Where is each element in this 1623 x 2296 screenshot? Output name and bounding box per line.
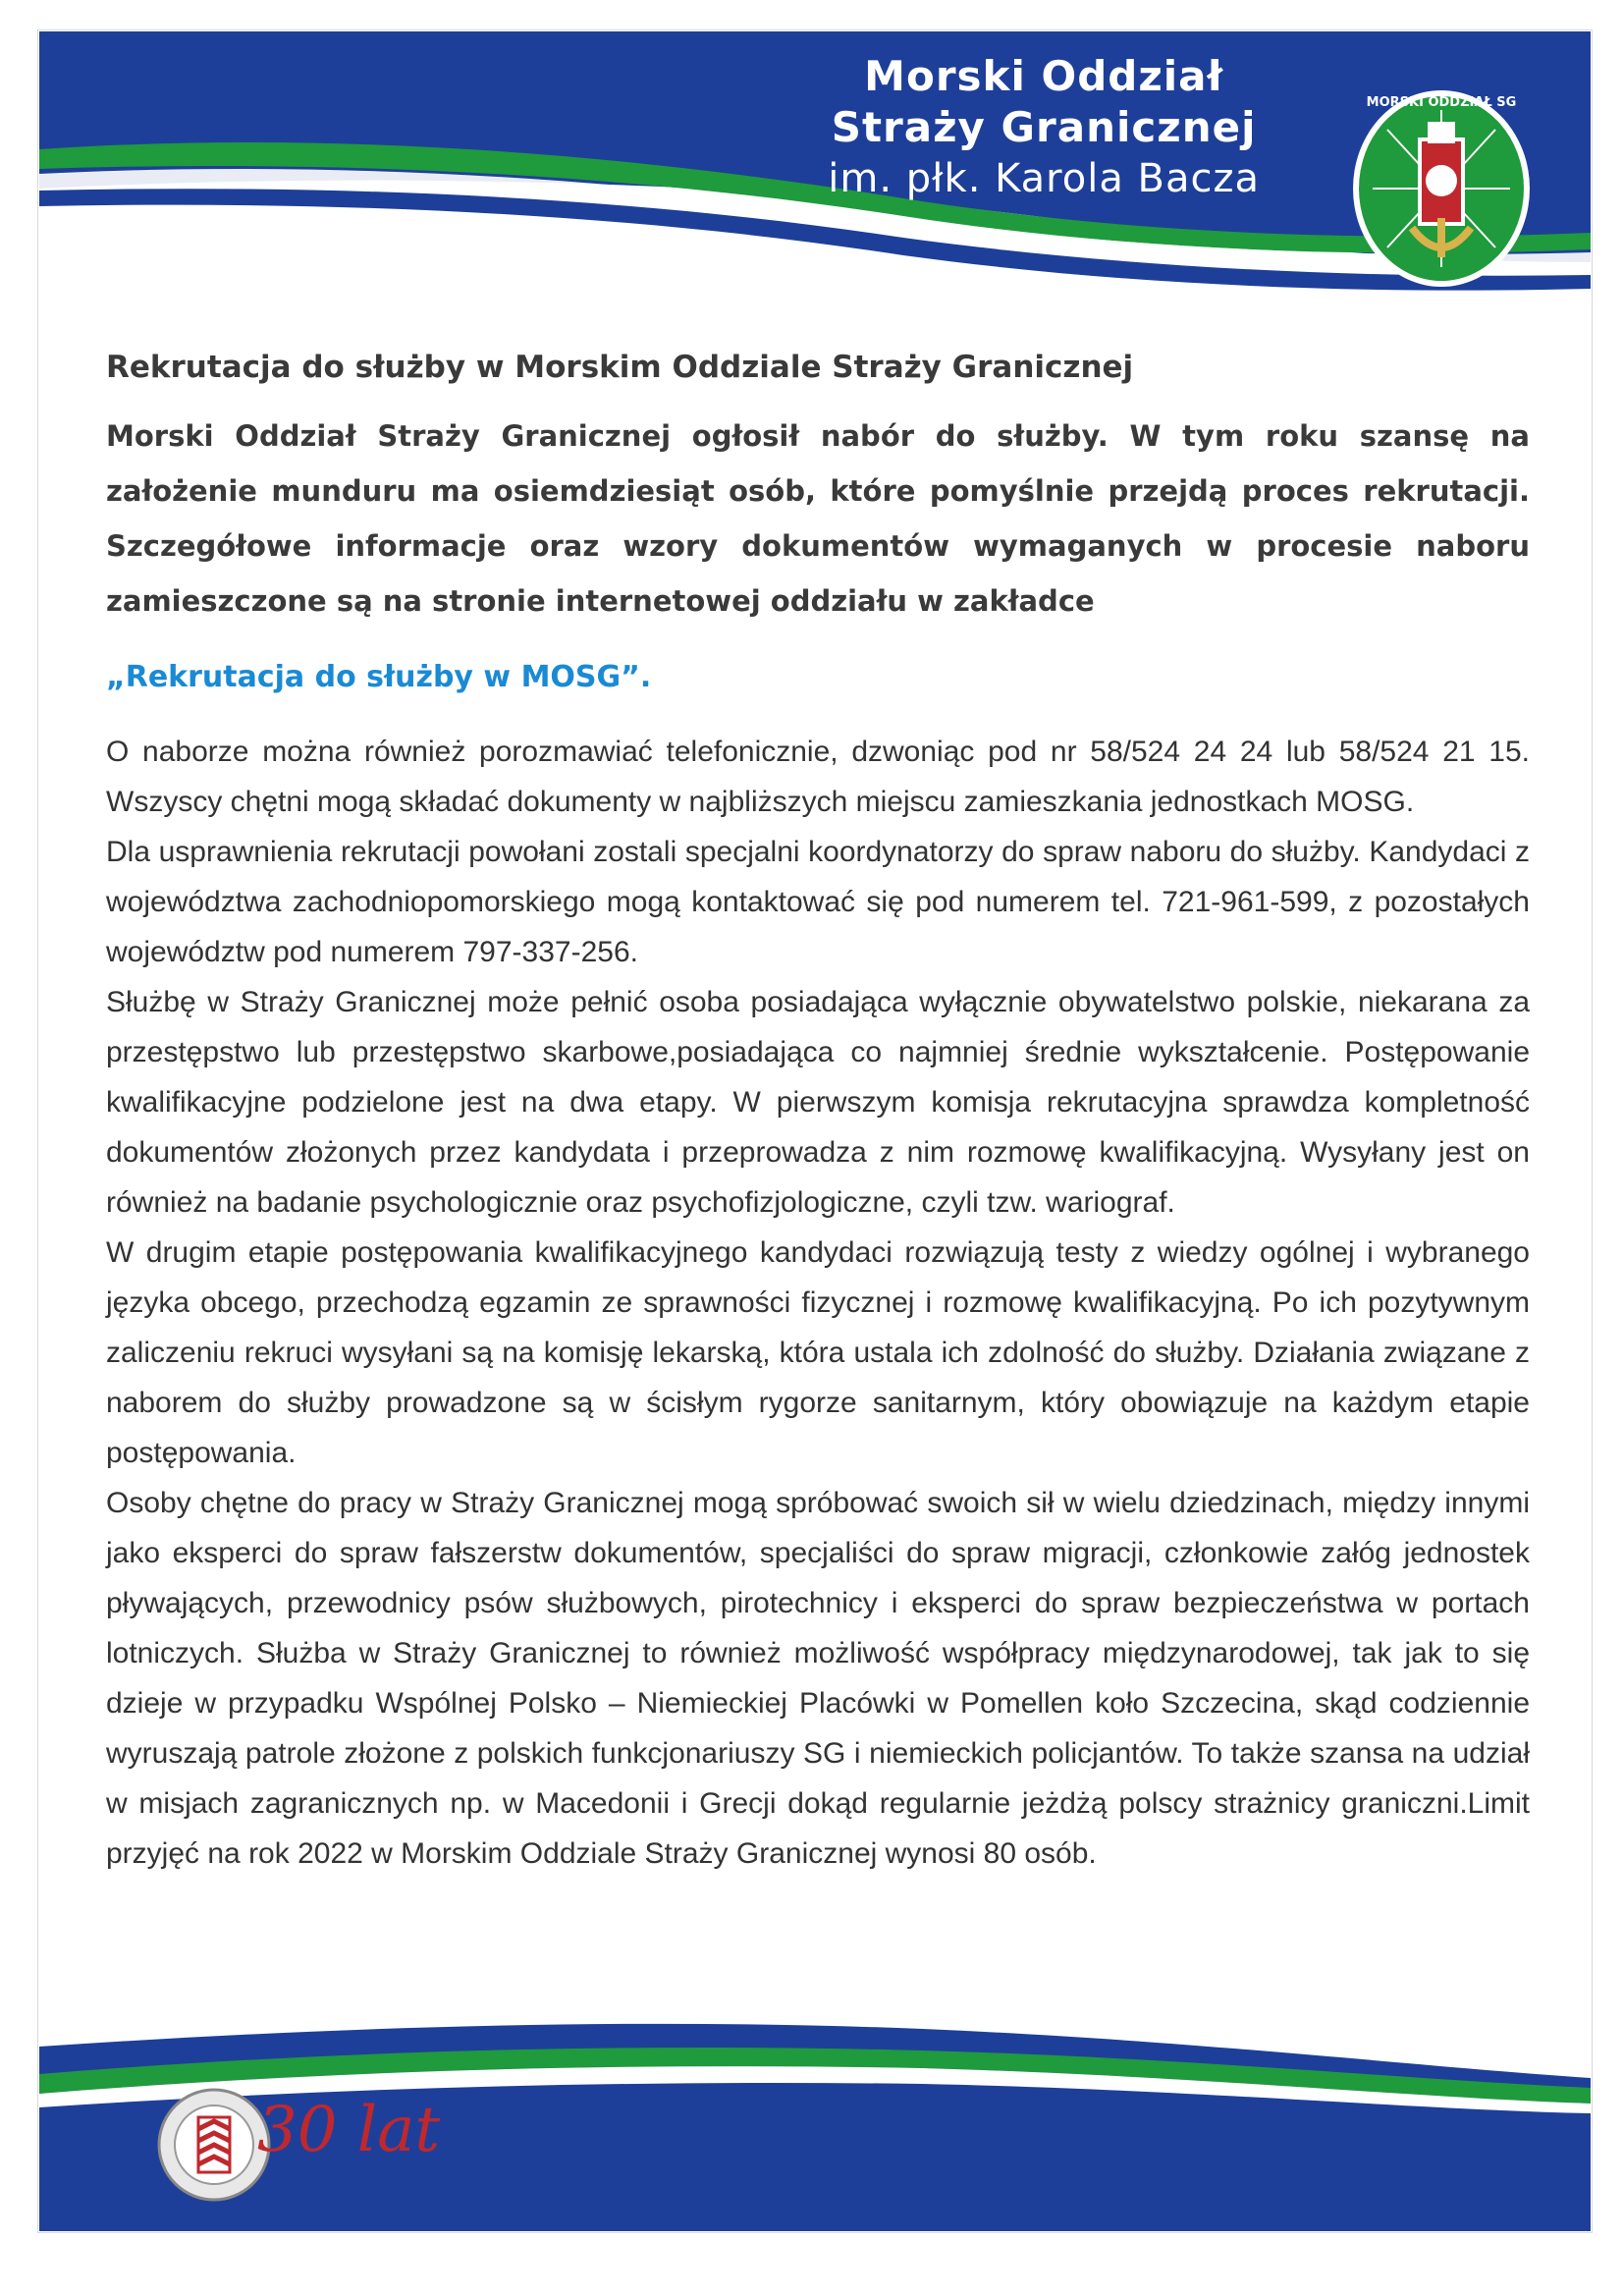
anniversary-badge-icon [155,2086,273,2204]
emblem-text: MORSKI ODDZIAŁ SG [1366,95,1517,110]
header-title-line2: Straży Granicznej [831,103,1257,151]
article-content [106,346,1530,1879]
paragraph-coordinators: Dla usprawnienia rekrutacji powołani zostali specjalni koordynatorzy do spraw naboru do służby. Kandydaci z województwa zachodniopomorskiego mogą kontaktować się pod numerem tel. 721-961-599, z pozostałych województw pod numerem 797-337-256. [106,836,1530,968]
paragraph-second-stage: W drugim etapie postępowania kwalifikacyjnego kandydaci rozwiązują testy z wiedzy ogólnej i wybranego języka obcego, przechodzą egzamin ze sprawności fizycznej i rozmowę kwalifikacyjną. Po ich pozytywnym zaliczeniu rekruci wysyłani są na komisję lekarską, która ustala ich zdolność do służby. Działania związane z naborem do służby prowadzone są w ścisłym rygorze sanitarnym, który obowiązuje na każdym etapie postępowania. [106,1236,1530,1469]
article-lead: Morski Oddział Straży Granicznej ogłosił nabór do służby. W tym roku szansę na założenie munduru ma osiemdziesiąt osób, które pomyślnie przejdą proces rekrutacji. Szczegółowe informacje oraz wzory dokumentów wymaganych w procesie naboru zamieszczone są na stronie internetowej oddziału w zakładce [106,419,1530,618]
paragraph-opportunities: Osoby chętne do pracy w Straży Granicznej mogą spróbować swoich sił w wielu dziedzinach, między innymi jako eksperci do spraw fałszerstw dokumentów, specjaliści do spraw migracji, członkowie załóg jednostek pływających, przewodnicy psów służbowych, pirotechnicy i eksperci do spraw bezpieczeństwa w portach lotniczych. Służba w Straży Granicznej to również możliwość współpracy międzynarodowej, tak jak to się dzieje w przypadku Wspólnej Polsko – Niemieckiej Placówki w Pomellen koło Szczecina, skąd codziennie wyruszają patrole złożone z polskich funkcjonariuszy SG i niemieckich policjantów. To także szansa na udział w misjach zagranicznych np. w Macedonii i Grecji dokąd regularnie jeżdżą polscy strażnicy graniczni.Limit przyjęć na rok 2022 w Morskim Oddziale Straży Granicznej wynosi 80 osób. [106,1487,1530,1870]
recruitment-tab-link[interactable]: „Rekrutacja do służby w MOSG”. [106,660,652,694]
article-title: Rekrutacja do służby w Morskim Oddziale Straży Granicznej [106,350,1134,385]
header-title-line3: im. płk. Karola Bacza [828,156,1260,201]
border-guard-emblem-icon [1343,71,1540,297]
header-title-line1: Morski Oddział [864,52,1224,100]
anniversary-text: 30 lat [257,2094,441,2166]
header-title [828,51,1260,204]
paragraph-requirements: Służbę w Straży Granicznej może pełnić osoba posiadająca wyłącznie obywatelstwo polskie, niekarana za przestępstwo lub przestępstwo skarbowe,posiadająca co najmniej średnie wykształcenie. Postępowanie kwalifikacyjne podzielone jest na dwa etapy. W pierwszym komisja rekrutacyjna sprawdza kompletność dokumentów złożonych przez kandydata i przeprowadza z nim rozmowę kwalifikacyjną. Wysyłany jest on również na badanie psychologicznie oraz psychofizjologiczne, czyli tzw. wariograf. [106,986,1530,1219]
paragraph-contact: O naborze można również porozmawiać telefonicznie, dzwoniąc pod nr 58/524 24 24 lub 58/524 21 15. Wszyscy chętni mogą składać dokumenty w najbliższych miejscu zamieszkania jednostkach MOSG. [106,736,1530,818]
